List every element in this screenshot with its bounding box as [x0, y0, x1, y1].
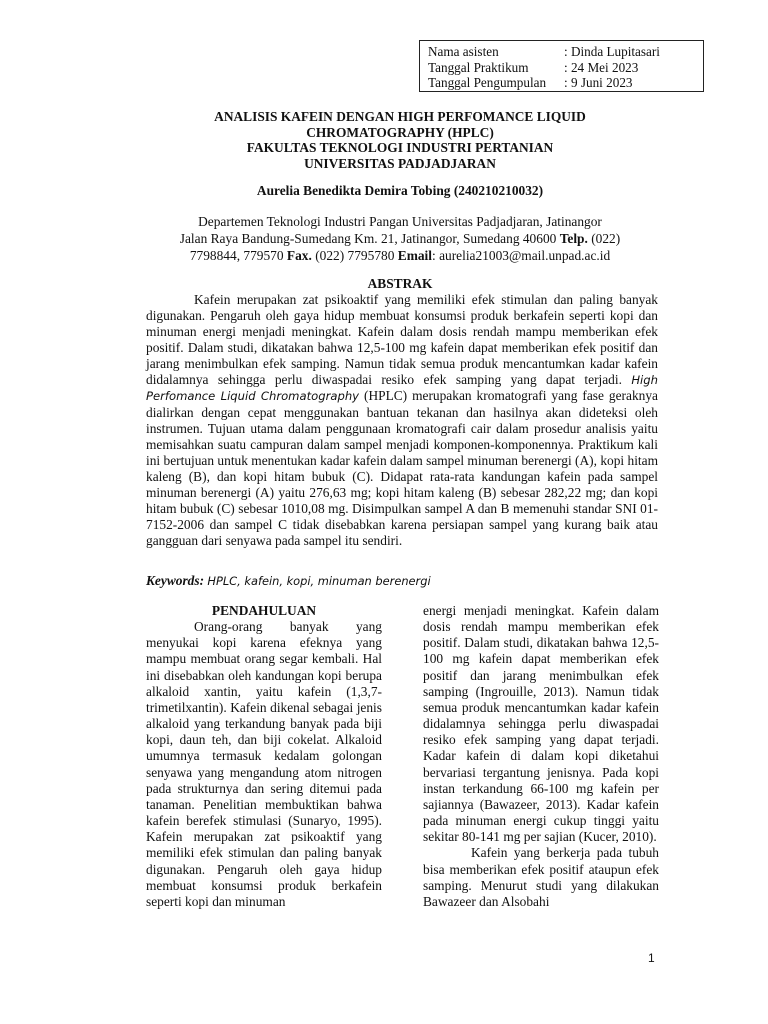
fax-text: (022) 7795780: [311, 248, 398, 263]
affiliation-line: Departemen Teknologi Industri Pangan Universitas Padjadjaran, Jatinangor: [198, 214, 602, 229]
info-value: : Dinda Lupitasari: [564, 44, 660, 59]
title-line: ANALISIS KAFEIN DENGAN HIGH PERFOMANCE LIQUID: [214, 109, 586, 124]
email-label: Email: [397, 248, 432, 263]
title-line: UNIVERSITAS PADJADJARAN: [304, 155, 496, 171]
abstract-body: [146, 292, 658, 549]
address-text: Jalan Raya Bandung-Sumedang Km. 21, Jatinangor, Sumedang 40600: [179, 231, 560, 246]
abstract-text: Kafein merupakan zat psikoaktif yang memiliki efek stimulan dan paling banyak digunakan. Pengaruh oleh gaya hidup membuat konsumsi produk berkafein seperti kopi dan minuman energi menjadi meningkat. Kafein dalam dosis rendah mampu memberikan efek positif. Dalam studi, dikatakan bahwa 12,5-100 mg kafein dapat memberikan efek positif dan jarang menimbulkan efek samping. Namun tidak semua produk mencantumkan kadar kafein didalamnya sehingga perlu diwaspadai resiko efek samping yang dapat terjadi.: [146, 292, 658, 387]
telp-label: Telp.: [559, 231, 588, 246]
title-line: CHROMATOGRAPHY (HPLC): [306, 124, 494, 140]
paper-title: [120, 109, 680, 171]
phone-text: 7798844, 779570: [189, 248, 287, 263]
email-text: : aurelia21003@mail.unpad.ac.id: [432, 248, 611, 263]
info-row-assistant: [428, 44, 703, 60]
abstract-heading: ABSTRAK: [367, 276, 433, 291]
intro-left-column: [146, 603, 382, 910]
affiliation-line: [145, 247, 655, 264]
fax-label: Fax.: [286, 248, 312, 263]
keywords-label: Keywords:: [146, 573, 205, 588]
keywords: [146, 573, 658, 589]
intro-text: Orang-orang banyak yang menyukai kopi karena efeknya yang mampu membuat orang segar kembali. Hal ini disebabkan oleh kandungan kopi berupa alkaloid xantin, yaitu kafein (1,3,7-trimetilxantin). Kafein dikenal sebagai jenis alkaloid yang terkandung banyak pada biji kopi, daun teh, dan biji cokelat. Alkaloid umumnya termasuk kedalam golongan senyawa yang mengandung atom nitrogen pada strukturnya dan sering ditemui pada tanaman. Penelitian membuktikan bahwa kafein berefek stimulasi (Sunaryo, 1995). Kafein merupakan zat psikoaktif yang memiliki efek stimulan dan paling banyak digunakan. Pengaruh oleh gaya hidup membuat konsumsi produk berkafein seperti kopi dan minuman: [146, 619, 382, 909]
info-value: : 24 Mei 2023: [564, 59, 639, 75]
page-number: 1: [648, 951, 655, 965]
affiliation-line: [145, 230, 655, 247]
intro-text: Kafein yang berkerja pada tubuh bisa memberikan efek positif ataupun efek samping. Menurut studi yang dilakukan Bawazeer dan Alsobahi: [423, 845, 659, 909]
info-value: : 9 Juni 2023: [564, 75, 633, 90]
info-label: Tanggal Praktikum: [428, 59, 529, 75]
keywords-text: HPLC, kafein, kopi, minuman berenergi: [207, 574, 431, 588]
author-name: Aurelia Benedikta Demira Tobing (240210210032): [256, 183, 544, 198]
intro-right-column: [423, 603, 659, 910]
affiliation: [145, 213, 655, 264]
intro-text: energi menjadi meningkat. Kafein dalam dosis rendah mampu memberikan efek positif. Dalam studi, dikatakan bahwa 12,5-100 mg kafein dapat memberikan efek positif dan jarang menimbulkan efek samping (Ingrouille, 2013). Namun tidak semua produk mencantumkan kadar kafein didalamnya sehingga perlu diwaspadai resiko efek samping yang dapat terjadi. Kadar kafein di dalam kopi diketahui bervariasi tergantung jenisnya. Pada kopi instan terkandung 66-100 mg kafein per sajiannya (Bawazeer, 2013). Kadar kafein pada minuman energi cukup tinggi yaitu sekitar 80-141 mg per sajian (Kucer, 2010).: [423, 603, 659, 845]
assistant-info-box: [419, 40, 704, 92]
hplc-term: High Perfomance Liquid Chromatography: [146, 372, 658, 404]
info-row-submission-date: [428, 75, 703, 91]
telp-text: (022): [587, 231, 621, 246]
abstract-text: (HPLC) merupakan kromatografi yang fase geraknya dialirkan dengan cepat menggunakan bantuan tekanan dan hasilnya akan dideteksi oleh instrumen. Tujuan utama dalam penggunaan kromatografi cair dalam prosedur analisis yaitu memisahkan suatu campuran dalam sampel menjadi komponen-komponennya. Praktikum kali ini bertujuan untuk menentukan kadar kafein dalam sampel minuman berenergi (A), kopi hitam kaleng (B), dan kopi hitam bubuk (C). Didapat rata-rata kandungan kafein pada sampel minuman berenergi (A) yaitu 276,63 mg; kopi hitam kaleng (B) sebesar 282,22 mg; dan kopi hitam bubuk (C) sebesar 1010,08 mg. Disimpulkan sampel A dan B memenuhi standar SNI 01-7152-2006 dan sampel C tidak disebabkan karena persiapan sampel yang kurang baik atau gangguan dari senyawa pada sampel itu sendiri.: [146, 388, 658, 548]
info-row-practicum-date: [428, 60, 703, 76]
info-label: Tanggal Pengumpulan: [428, 75, 547, 90]
intro-heading: PENDAHULUAN: [211, 603, 317, 618]
title-line: FAKULTAS TEKNOLOGI INDUSTRI PERTANIAN: [246, 140, 554, 155]
info-label: Nama asisten: [428, 44, 499, 59]
